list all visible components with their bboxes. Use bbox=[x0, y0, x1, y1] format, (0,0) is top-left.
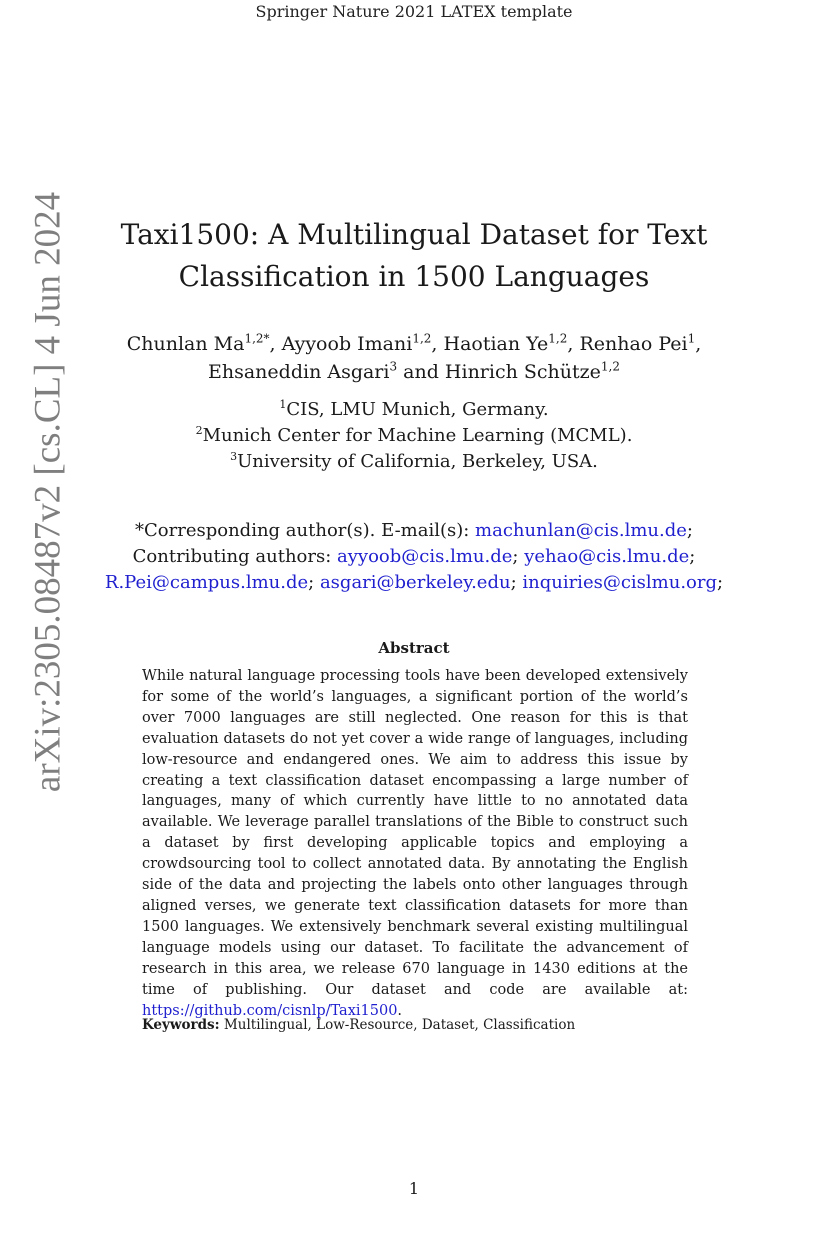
affiliation-item bbox=[110, 397, 718, 423]
author-name: Haotian Ye bbox=[443, 333, 549, 355]
author-separator: , bbox=[431, 333, 444, 355]
affiliation-text: CIS, LMU Munich, Germany. bbox=[286, 399, 549, 420]
title-line-1: Taxi1500: A Multilingual Dataset for Text bbox=[120, 218, 708, 251]
affiliation-list bbox=[110, 397, 718, 475]
page-number: 1 bbox=[408, 1179, 420, 1198]
author-affil-sup: 1,2* bbox=[244, 331, 270, 346]
author-list bbox=[120, 330, 708, 386]
contact-block bbox=[88, 518, 740, 596]
contributing-label: Contributing authors: bbox=[132, 546, 337, 567]
dataset-repo-link[interactable]: https://github.com/cisnlp/Taxi1500 bbox=[142, 1002, 398, 1019]
author-separator: , bbox=[695, 333, 702, 355]
author-name: Ayyoob Imani bbox=[281, 333, 413, 355]
contributing-line-2: R.Pei@campus.lmu.de; asgari@berkeley.edu; inquiries@cislmu.org; bbox=[104, 572, 724, 593]
affiliation-text: Munich Center for Machine Learning (MCML). bbox=[202, 425, 633, 446]
affiliation-sup: 3 bbox=[230, 450, 238, 463]
author-separator: and bbox=[397, 361, 445, 383]
affiliation-item bbox=[110, 423, 718, 449]
author-separator: , bbox=[269, 333, 282, 355]
contributing-line: Contributing authors: ayyoob@cis.lmu.de; yehao@cis.lmu.de; bbox=[132, 546, 696, 567]
abstract-body bbox=[142, 666, 688, 1021]
author-affil-sup: 1,2 bbox=[548, 331, 568, 346]
author-affil-sup: 3 bbox=[389, 359, 398, 374]
author-affil-sup: 1,2 bbox=[412, 331, 432, 346]
running-head: Springer Nature 2021 LATEX template bbox=[255, 2, 573, 21]
affiliation-item bbox=[110, 449, 718, 475]
author-name: Ehsaneddin Asgari bbox=[208, 361, 390, 383]
keywords-text: Multilingual, Low-Resource, Dataset, Classification bbox=[219, 1017, 576, 1033]
abstract-text: While natural language processing tools have been developed extensively for some of the world’s languages, a significant portion of the world’s over 7000 languages are still neglected. One reason for this is that evaluation datasets do not yet cover a wide range of languages, including low-resource and endangered ones. We aim to address this issue by creating a text classification dataset encompassing a large number of languages, many of which currently have little to no annotated data available. We leverage parallel translations of the Bible to construct such a dataset by first developing applicable topics and employing a crowdsourcing tool to collect annotated data. By annotating the English side of the data and projecting the labels onto other languages through aligned verses, we generate text classification datasets for more than 1500 languages. We extensively benchmark several existing multilingual language models using our dataset. To facilitate the advancement of research in this area, we release 670 language in 1430 editions at the time of publishing. Our dataset and code are available at: bbox=[142, 668, 688, 998]
contributing-email-link[interactable]: R.Pei@campus.lmu.de bbox=[104, 572, 309, 593]
author-name: Hinrich Schütze bbox=[444, 361, 601, 383]
author-separator: , bbox=[567, 333, 580, 355]
keywords-label: Keywords: bbox=[142, 1017, 220, 1033]
arxiv-stamp: arXiv:2305.08487v2 [cs.CL] 4 Jun 2024 bbox=[27, 191, 69, 793]
author-name: Renhao Pei bbox=[579, 333, 688, 355]
corresponding-line: *Corresponding author(s). E-mail(s): machunlan@cis.lmu.de; bbox=[135, 520, 693, 541]
abstract-heading: Abstract bbox=[378, 639, 450, 657]
author-affil-sup: 1,2 bbox=[600, 359, 620, 374]
corresponding-label: *Corresponding author(s). E-mail(s): bbox=[135, 520, 476, 541]
author-affil-sup: 1 bbox=[687, 331, 696, 346]
author-name: Chunlan Ma bbox=[126, 333, 245, 355]
corresponding-email-link[interactable]: machunlan@cis.lmu.de bbox=[475, 520, 687, 541]
contributing-email-link[interactable]: ayyoob@cis.lmu.de bbox=[337, 546, 513, 567]
affiliation-sup: 1 bbox=[279, 398, 287, 411]
paper-title bbox=[100, 214, 728, 298]
title-line-2: Classification in 1500 Languages bbox=[178, 260, 650, 293]
affiliation-sup: 2 bbox=[195, 424, 203, 437]
keywords-line bbox=[142, 1015, 688, 1035]
abstract-end: . bbox=[397, 1002, 403, 1019]
contributing-email-link[interactable]: inquiries@cislmu.org bbox=[522, 572, 718, 593]
affiliation-text: University of California, Berkeley, USA. bbox=[237, 451, 598, 472]
contributing-email-link[interactable]: yehao@cis.lmu.de bbox=[524, 546, 690, 567]
contributing-email-link[interactable]: asgari@berkeley.edu bbox=[319, 572, 511, 593]
